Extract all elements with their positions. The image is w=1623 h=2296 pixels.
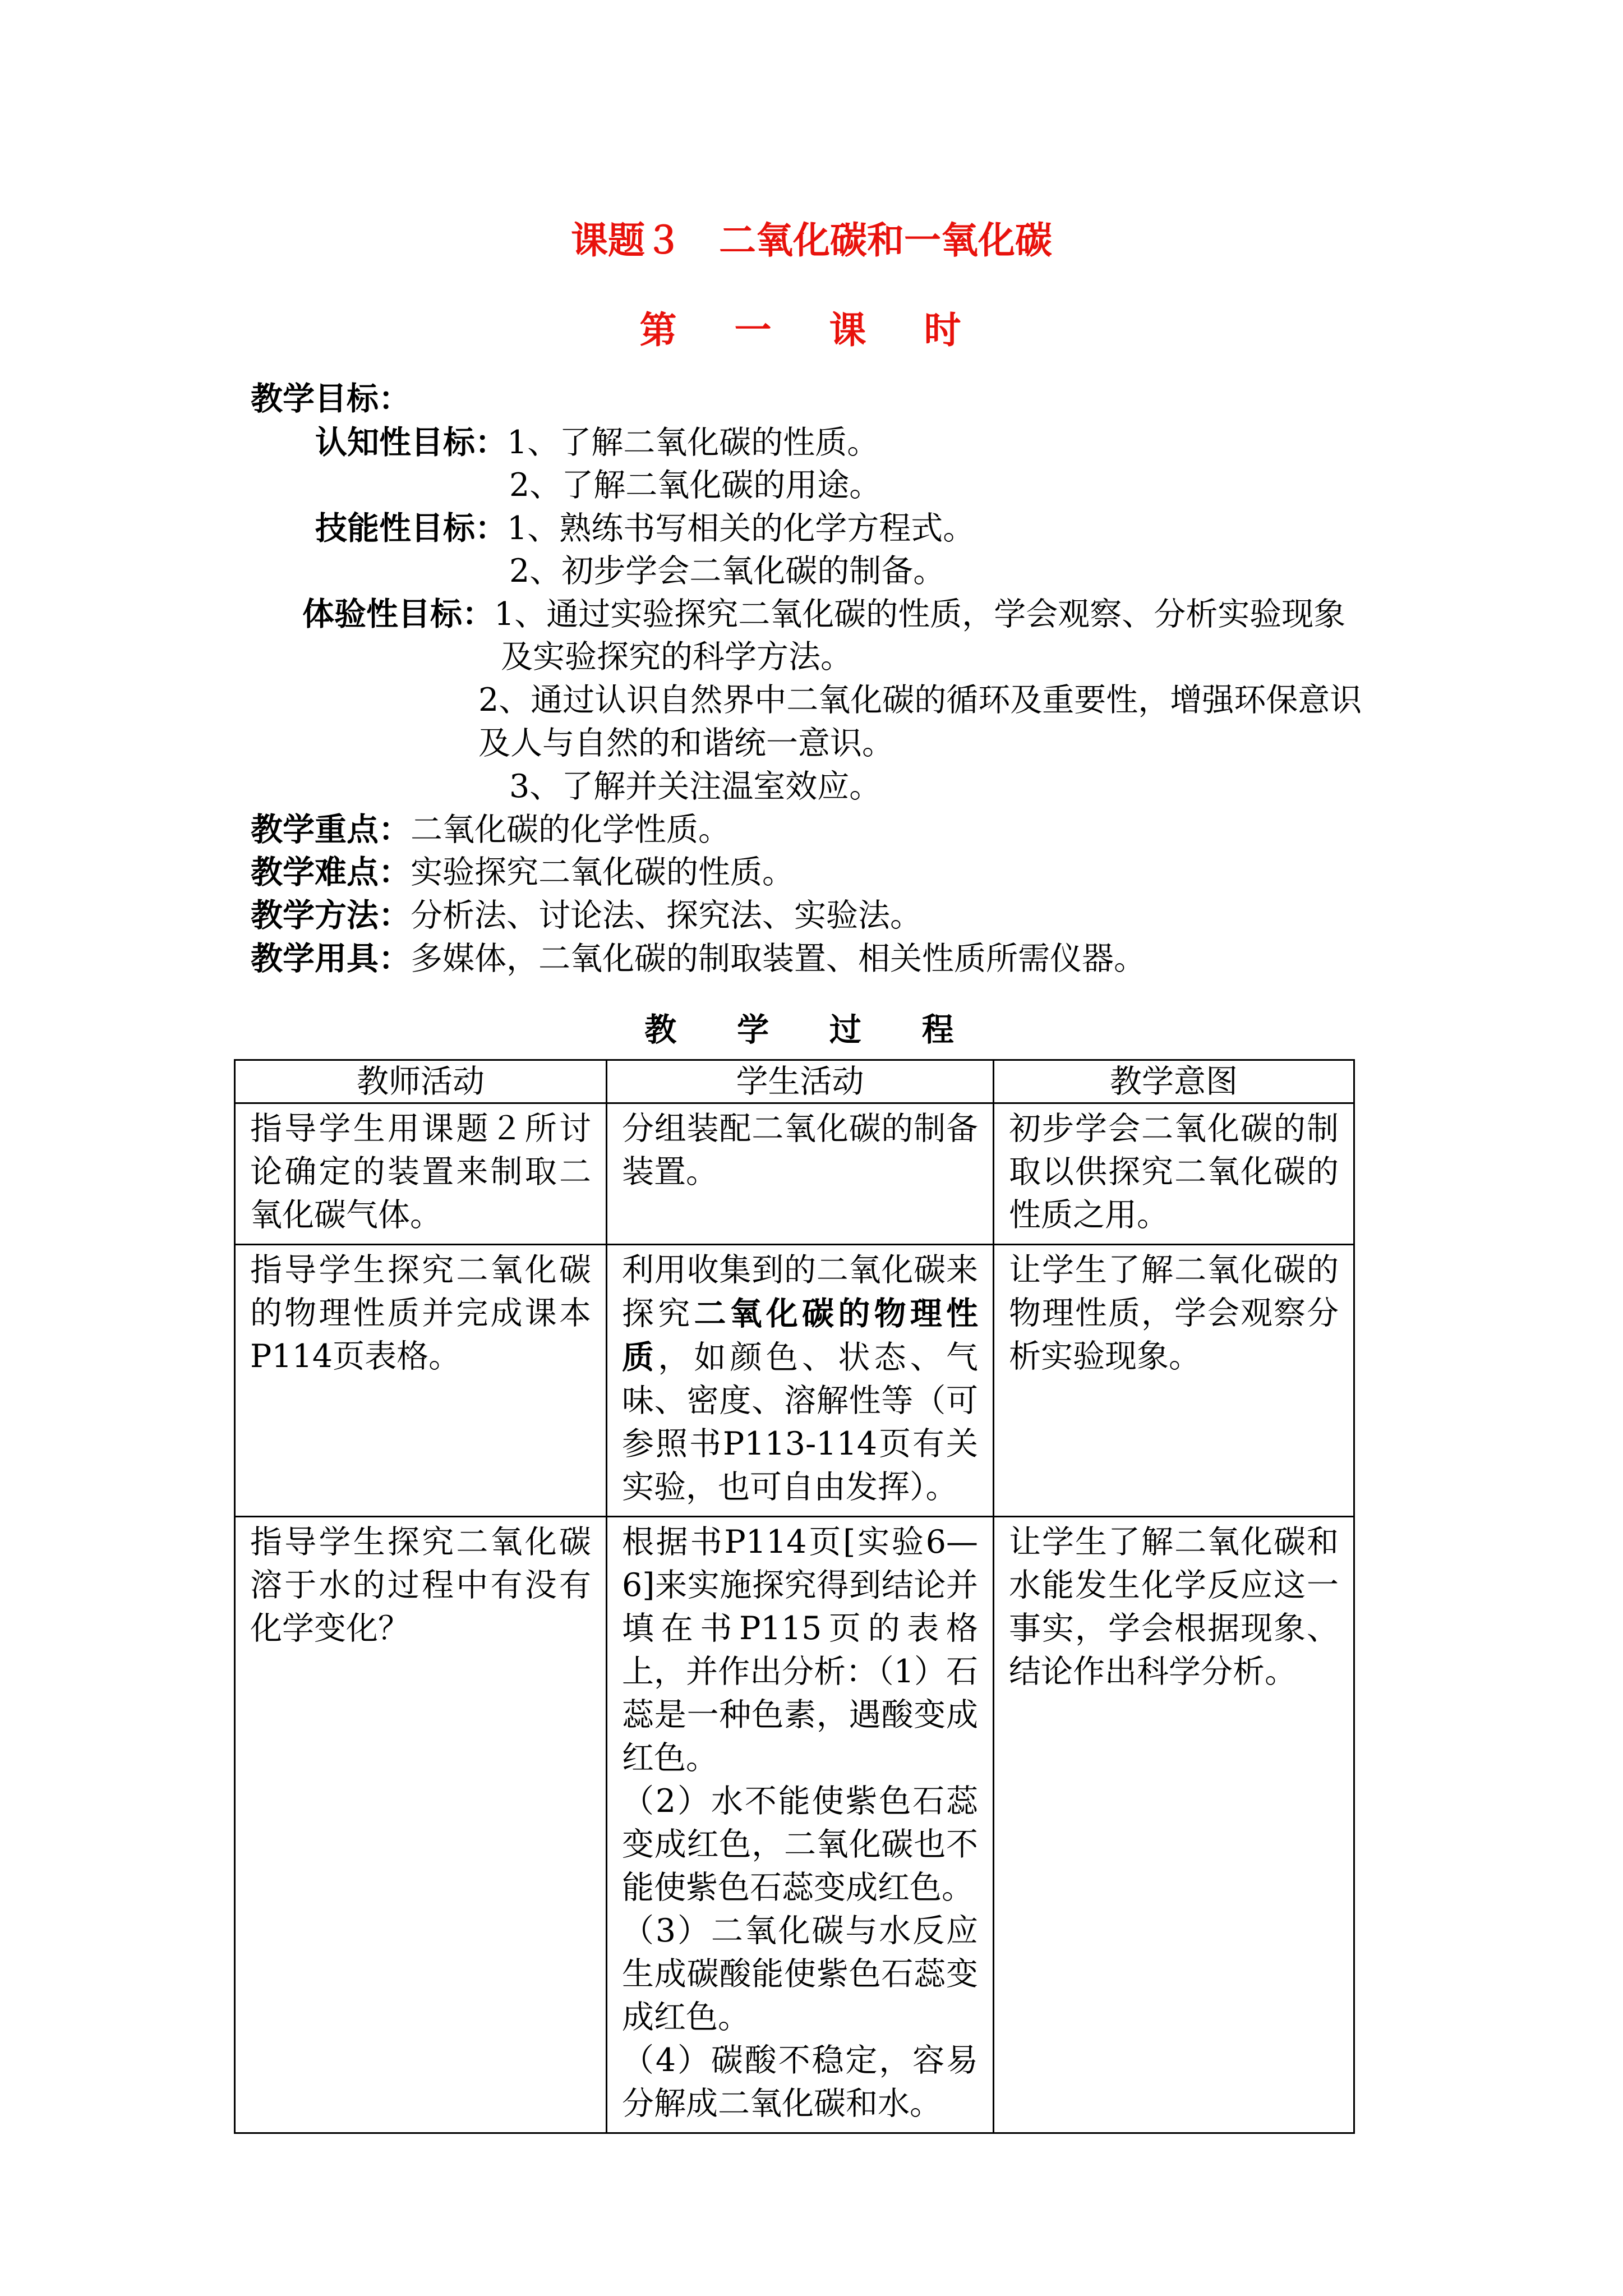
row3-intent: 让学生了解二氧化碳和水能发生化学反应这一事实，学会根据现象、结论作出科学分析。 [994, 1517, 1354, 2133]
header-intent: 教学意图 [994, 1060, 1354, 1103]
teaching-methods-text: 分析法、讨论法、探究法、实验法。 [411, 897, 922, 934]
cognitive-goal-2: 2、了解二氧化碳的用途。 [509, 467, 882, 504]
row2-student-post: ，如颜色、状态、气味、密度、溶解性等（可参照书P113-114页有关实验，也可自由发挥）。 [622, 1339, 979, 1506]
process-table [234, 1059, 1355, 2134]
row2-student-bold: 二氧化碳的物理性质 [622, 1295, 979, 1376]
row3-student-p4: （4）碳酸不稳定，容易分解成二氧化碳和水。 [622, 2042, 978, 2122]
row2-intent: 让学生了解二氧化碳的物理性质，学会观察分析实验现象。 [994, 1245, 1354, 1517]
row1-teacher: 指导学生用课题２所讨论确定的装置来制取二氧化碳气体。 [235, 1103, 607, 1245]
teaching-tools-text: 多媒体，二氧化碳的制取装置、相关性质所需仪器。 [411, 940, 1146, 977]
teaching-difficulty-text: 实验探究二氧化碳的性质。 [411, 854, 794, 891]
skill-goal-label: 技能性目标： [315, 509, 507, 547]
teaching-focus-label: 教学重点： [251, 811, 411, 848]
row2-student-pre: 利用收集到的二氧化碳来探究 [622, 1251, 978, 1332]
row3-student [607, 1517, 994, 2133]
table-row [235, 1103, 1354, 1245]
row1-intent: 初步学会二氧化碳的制取以供探究二氧化碳的性质之用。 [994, 1103, 1354, 1245]
experience-goal-1 [302, 588, 1345, 634]
experience-goal-label: 体验性目标： [302, 595, 494, 633]
teaching-tools [251, 933, 1146, 979]
experience-goal-3: 3、了解并关注温室效应。 [509, 768, 882, 805]
lesson-subtitle: 第 一 课 时 [639, 308, 984, 352]
experience-goal-2-cont: 及人与自然的和谐统一意识。 [478, 725, 894, 762]
row1-student: 分组装配二氧化碳的制备装置。 [607, 1103, 994, 1245]
process-table-title: 教 学 过 程 [644, 1011, 979, 1048]
skill-goal-2: 2、初步学会二氧化碳的制备。 [509, 553, 946, 590]
teaching-methods-label: 教学方法： [251, 896, 411, 934]
row3-student-p2: （2）水不能使紫色石蕊变成红色，二氧化碳也不能使紫色石蕊变成红色。 [622, 1783, 978, 1906]
teaching-difficulty [251, 846, 794, 892]
goals-heading: 教学目标： [251, 380, 411, 417]
experience-goal-2: 2、通过认识自然界中二氧化碳的循环及重要性，增强环保意识 [478, 682, 1362, 719]
header-teacher: 教师活动 [235, 1060, 607, 1103]
page-title: 课题３ 二氧化碳和一氧化碳 [571, 218, 1052, 262]
cognitive-goal-1-text: 1、了解二氧化碳的性质。 [507, 424, 879, 461]
row2-student [607, 1245, 994, 1517]
table-row [235, 1245, 1354, 1517]
teaching-focus-text: 二氧化碳的化学性质。 [411, 811, 730, 848]
skill-goal-1 [315, 503, 975, 549]
teaching-focus [251, 804, 730, 850]
experience-goal-1-cont: 及实验探究的科学方法。 [501, 638, 852, 675]
header-student: 学生活动 [607, 1060, 994, 1103]
teaching-methods [251, 890, 922, 936]
row3-teacher: 指导学生探究二氧化碳溶于水的过程中有没有化学变化？ [235, 1517, 607, 2133]
table-row [235, 1517, 1354, 2133]
teaching-difficulty-label: 教学难点： [251, 853, 411, 891]
row3-student-p3: （3）二氧化碳与水反应生成碳酸能使紫色石蕊变成红色。 [622, 1912, 978, 2036]
table-header-row [235, 1060, 1354, 1103]
teaching-tools-label: 教学用具： [251, 940, 411, 977]
experience-goal-1-text: 1、通过实验探究二氧化碳的性质，学会观察、分析实验现象 [494, 596, 1346, 633]
cognitive-goal-label: 认知性目标： [315, 424, 507, 461]
cognitive-goal-1 [315, 417, 879, 463]
row3-student-p1: 根据书P114页[实验6—6]来实施探究得到结论并填在书P115页的表格上，并作出分析：（1）石蕊是一种色素，遇酸变成红色。 [622, 1524, 978, 1777]
skill-goal-1-text: 1、熟练书写相关的化学方程式。 [507, 510, 975, 547]
row2-teacher: 指导学生探究二氧化碳的物理性质并完成课本P114页表格。 [235, 1245, 607, 1517]
